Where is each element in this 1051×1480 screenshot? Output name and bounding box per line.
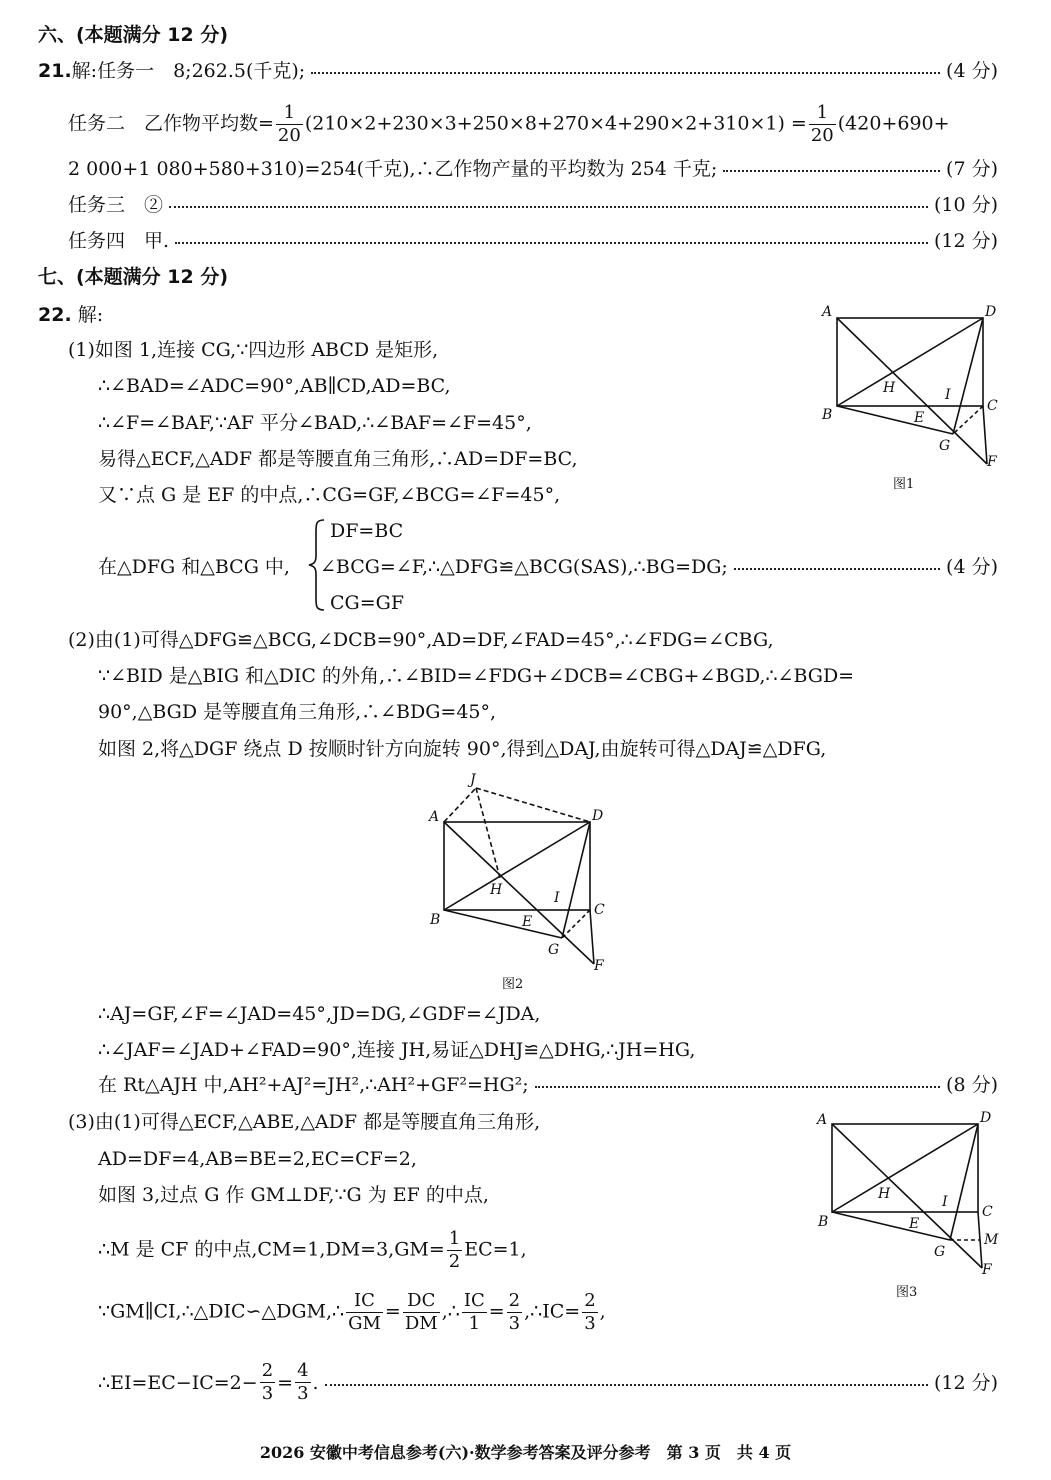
leader-dots xyxy=(325,1384,928,1386)
q22-score-2: (8 分) xyxy=(946,1074,998,1096)
label-g: G xyxy=(548,942,560,958)
label-h: H xyxy=(883,380,896,396)
fraction-denominator: 3 xyxy=(261,1383,274,1404)
q21-task4 xyxy=(68,228,998,254)
figure-2 xyxy=(422,768,622,994)
q21-task2-text-a: 任务二 乙作物平均数= xyxy=(68,112,274,135)
q22-line-8: ∵∠BID 是△BIG 和△DIC 的外角,∴∠BID=∠FDG+∠DCB=∠CBG+∠BGD,∴∠BGD= xyxy=(98,665,855,687)
q21-task2-line2 xyxy=(68,156,998,182)
label-d: D xyxy=(985,304,997,320)
figure-1 xyxy=(815,298,1015,498)
leader-dots xyxy=(535,1086,940,1088)
segment-dg xyxy=(953,318,983,434)
q22-system-row-3: CG=GF xyxy=(330,592,404,614)
label-f: F xyxy=(987,454,997,470)
fraction xyxy=(462,1292,487,1333)
q22-line-18 xyxy=(98,1292,606,1333)
fraction-numerator: 2 xyxy=(584,1290,596,1311)
q22-system-row-1: DF=BC xyxy=(330,520,404,542)
figure-3-caption: 图3 xyxy=(896,1285,918,1300)
q22-line-16: 如图 3,过点 G 作 GM⊥DF,∵G 为 EF 的中点, xyxy=(98,1184,489,1206)
leader-dots xyxy=(734,568,940,570)
fraction-numerator: DC xyxy=(403,1292,440,1313)
page-footer: 2026 安徽中考信息参考(六)·数学参考答案及评分参考 第 3 页 共 4 页 xyxy=(259,1443,792,1462)
label-b: B xyxy=(430,912,441,928)
segment-bg xyxy=(832,1212,950,1240)
segment-dg xyxy=(562,822,590,938)
q22-line-19 xyxy=(98,1362,998,1403)
section-6-heading: 六、(本题满分 12 分) xyxy=(38,24,229,46)
q22-line-19-text-a: ∴EI=EC−IC=2− xyxy=(98,1371,258,1394)
q22-line-15: AD=DF=4,AB=BE=2,EC=CF=2, xyxy=(98,1148,417,1170)
q22-line-14: (3)由(1)可得△ECF,△ABE,△ADF 都是等腰直角三角形, xyxy=(68,1111,541,1133)
segment-af xyxy=(832,1124,982,1268)
label-c: C xyxy=(982,1204,993,1220)
segment-af xyxy=(444,822,594,964)
q21-task3-text: 任务三 ② xyxy=(68,194,164,216)
q22-line-1: (1)如图 1,连接 CG,∵四边形 ABCD 是矩形, xyxy=(68,339,439,361)
fraction-denominator: DM xyxy=(404,1313,438,1334)
label-f: F xyxy=(982,1262,992,1278)
q22-line-18-text-a: ∵GM∥CI,∴△DIC∽△DGM,∴ xyxy=(98,1300,345,1323)
label-b: B xyxy=(818,1214,829,1230)
fraction xyxy=(809,104,836,145)
q22-score-3: (12 分) xyxy=(933,1371,998,1394)
q22-line-13 xyxy=(98,1072,998,1098)
fraction xyxy=(582,1292,597,1333)
label-a: A xyxy=(822,304,833,320)
q22-line-5: 又∵点 G 是 EF 的中点,∴CG=GF,∠BCG=∠F=45°, xyxy=(98,484,561,506)
equals-sign: = xyxy=(384,1300,401,1323)
segment-bd xyxy=(837,318,983,406)
label-e: E xyxy=(914,410,925,426)
q22-lead xyxy=(38,302,103,328)
label-c: C xyxy=(594,902,605,918)
fraction-numerator: IC xyxy=(463,1290,485,1311)
label-i: I xyxy=(942,1194,948,1210)
q22-lead-text: 解: xyxy=(77,304,104,326)
label-a: A xyxy=(817,1112,828,1128)
fraction-denominator: 2 xyxy=(448,1251,461,1272)
q22-line-12: ∴∠JAF=∠JAD+∠FAD=90°,连接 JH,易证△DHJ≌△DHG,∴JH=HG, xyxy=(98,1039,696,1061)
label-a: A xyxy=(429,809,440,825)
label-g: G xyxy=(934,1244,946,1260)
q22-line-17 xyxy=(98,1230,527,1271)
label-e: E xyxy=(522,914,533,930)
label-g: G xyxy=(939,438,951,454)
q22-line-10: 如图 2,将△DGF 绕点 D 按顺时针方向旋转 90°,得到△DAJ,由旋转可得△DAJ≌△DFG, xyxy=(98,738,827,760)
label-b: B xyxy=(822,407,833,423)
label-d: D xyxy=(980,1110,992,1126)
fraction-denominator: 3 xyxy=(584,1313,596,1334)
label-h: H xyxy=(878,1186,891,1202)
fraction xyxy=(260,1362,275,1403)
fraction-numerator: 2 xyxy=(261,1360,274,1381)
figure-2-caption: 图2 xyxy=(502,977,524,992)
q22-system-row-2 xyxy=(98,554,998,580)
leader-dots xyxy=(723,170,940,172)
segment-cg-dashed xyxy=(953,406,983,434)
fraction-denominator: 1 xyxy=(468,1313,481,1334)
label-i: I xyxy=(945,387,951,403)
fraction-numerator: 1 xyxy=(809,104,836,125)
q21-task4-text: 任务四 甲. xyxy=(68,230,170,252)
q22-line-11: ∴AJ=GF,∠F=∠JAD=45°,JD=DG,∠GDF=∠JDA, xyxy=(98,1003,541,1025)
q22-line-17-text-a: ∴M 是 CF 的中点,CM=1,DM=3,GM= xyxy=(98,1238,445,1261)
q22-line-4: 易得△ECF,△ADF 都是等腰直角三角形,∴AD=DF=BC, xyxy=(98,448,578,470)
label-e: E xyxy=(909,1216,920,1232)
label-m: M xyxy=(984,1232,999,1248)
q21-score-2: (7 分) xyxy=(946,158,998,180)
label-h: H xyxy=(490,882,503,898)
fraction-numerator: 4 xyxy=(297,1360,309,1381)
label-c: C xyxy=(987,398,998,414)
segment-bg xyxy=(837,406,953,434)
q22-line-19-text-b: . xyxy=(312,1371,319,1394)
fraction xyxy=(507,1292,522,1333)
q21-number: 21. xyxy=(38,60,72,82)
segment-bg xyxy=(444,910,562,938)
fraction xyxy=(447,1230,462,1271)
fraction-numerator: 2 xyxy=(508,1290,521,1311)
fraction-numerator: IC xyxy=(346,1292,383,1313)
segment-bd xyxy=(832,1124,978,1212)
q21-task2-text-d: 2 000+1 080+580+310)=254(千克),∴乙作物产量的平均数为 254 千克; xyxy=(68,158,718,180)
segment-jd-dashed xyxy=(476,788,590,822)
fraction xyxy=(403,1292,440,1333)
figure-1-caption: 图1 xyxy=(893,477,915,492)
equals-sign: = xyxy=(277,1371,294,1394)
q22-number: 22. xyxy=(38,304,72,326)
segment-aj-dashed xyxy=(444,788,476,822)
q22-line-18-text-d: , xyxy=(599,1300,606,1323)
q21-task2-line1 xyxy=(68,104,950,145)
fraction-numerator: 1 xyxy=(448,1228,461,1249)
fraction-numerator: 1 xyxy=(276,104,303,125)
fraction-denominator: GM xyxy=(348,1313,381,1334)
fraction-denominator: 3 xyxy=(297,1383,309,1404)
q21-task2-text-c: (420+690+ xyxy=(837,112,950,135)
q22-system-intro: 在△DFG 和△BCG 中, xyxy=(98,556,290,578)
section-7-heading: 七、(本题满分 12 分) xyxy=(38,266,229,288)
label-d: D xyxy=(592,808,604,824)
q21-task2-text-b: (210×2+230×3+250×8+270×4+290×2+310×1) = xyxy=(304,112,807,135)
q22-line-2: ∴∠BAD=∠ADC=90°,AB∥CD,AD=BC, xyxy=(98,375,451,397)
q21-score-1: (4 分) xyxy=(946,60,998,82)
q21-score-4: (12 分) xyxy=(933,230,998,252)
q22-line-13-text: 在 Rt△AJH 中,AH²+AJ²=JH²,∴AH²+GF²=HG²; xyxy=(98,1074,529,1096)
q22-system-middle: ∠BCG=∠F,∴△DFG≌△BCG(SAS),∴BG=DG; xyxy=(319,556,728,578)
fraction-denominator: 20 xyxy=(810,125,834,146)
segment-dg xyxy=(950,1124,978,1240)
fraction xyxy=(276,104,303,145)
q22-line-18-text-c: ,∴IC= xyxy=(524,1300,581,1323)
segment-cf xyxy=(590,910,594,964)
label-j: J xyxy=(470,772,476,788)
q22-line-17-text-b: EC=1, xyxy=(464,1238,527,1261)
fraction xyxy=(346,1292,383,1333)
q21-task3 xyxy=(68,192,998,218)
figure-3 xyxy=(810,1104,1020,1304)
q21-task1-text: 解:任务一 8;262.5(千克); xyxy=(71,60,306,82)
fraction-denominator: 20 xyxy=(277,125,301,146)
label-i: I xyxy=(554,890,560,906)
fraction xyxy=(295,1362,310,1403)
fraction-denominator: 3 xyxy=(508,1313,521,1334)
q22-score-1: (4 分) xyxy=(946,556,998,578)
leader-dots xyxy=(175,242,928,244)
q22-line-7: (2)由(1)可得△DFG≌△BCG,∠DCB=90°,AD=DF,∠FAD=45°,∴∠FDG=∠CBG, xyxy=(68,629,774,651)
q22-line-3: ∴∠F=∠BAF,∵AF 平分∠BAD,∴∠BAF=∠F=45°, xyxy=(98,412,532,434)
leader-dots xyxy=(169,206,928,208)
label-f: F xyxy=(594,958,604,974)
q22-line-9: 90°,△BGD 是等腰直角三角形,∴∠BDG=45°, xyxy=(98,701,497,723)
segment-bd xyxy=(444,822,590,910)
equals-sign: = xyxy=(488,1300,505,1323)
q21-task1 xyxy=(38,58,998,84)
q21-score-3: (10 分) xyxy=(933,194,998,216)
leader-dots xyxy=(311,72,940,74)
q22-line-18-text-b: ,∴ xyxy=(441,1300,460,1323)
